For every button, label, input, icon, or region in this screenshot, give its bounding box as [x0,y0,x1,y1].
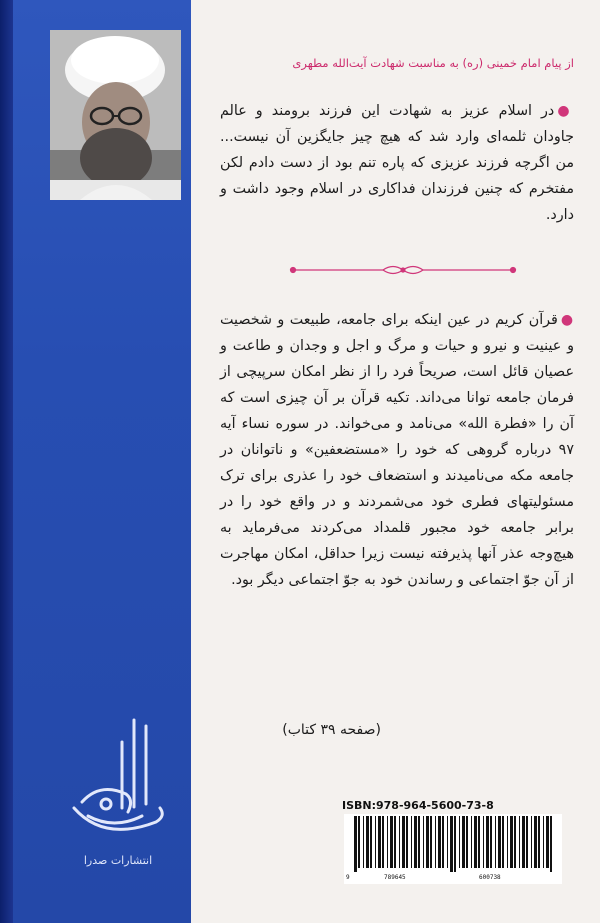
isbn-label: ISBN:978-964-5600-73-8 [342,799,494,812]
bullet-icon: ● [557,103,575,119]
barcode [344,814,562,884]
quote-paragraph [220,98,574,228]
quote-header: از پیام امام خمینی (ره) به مناسبت شهادت آیت‌الله مطهری [292,56,574,70]
page-reference: (صفحه ۳۹ کتاب) [282,722,381,738]
ornament-divider [288,262,518,278]
book-edge [0,0,13,923]
barcode-right-digits: 600738 [479,874,501,881]
publisher-name: انتشارات صدرا [83,854,153,867]
author-portrait [50,30,181,200]
publisher-logo [64,712,172,877]
bullet-icon: ● [560,312,574,328]
barcode-lead-digit: 9 [346,874,350,881]
quote-text: در اسلام عزیز به شهادت این فرزند برومند و عالم جاودان ثلمه‌ای وارد شد که هیچ چیز جایگزین آن نیست... من اگرچه فرزند عزیزی که پاره تنم بود از دست دادم لکن مفتخرم که چنین فرزندان فداکاری در اسلام وجود داشت و دارد. [220,103,574,223]
book-excerpt-paragraph [220,307,574,593]
barcode-left-digits: 789645 [384,874,406,881]
excerpt-text: قرآن کریم در عین اینکه برای جامعه، طبیعت و شخصیت و عینیت و نیرو و حیات و مرگ و اجل و وجدان و طاعت و عصیان قائل است، صریحاً فرد را از نظر امکان سرپیچی از فرمان جامعه توانا می‌داند. تکیه قرآن بر آن چیزی است که آن را «فطرة الله» می‌نامد و می‌خواند. در سوره نساء آیه ۹۷ درباره گروهی که خود را «مستضعفین» و ناتوانان در جامعه مکه می‌نامیدند و استضعاف خود را عذری برای ترک مسئولیتهای فطری خود می‌شمردند و در واقع خود را در برابر جامعه خود مجبور قلمداد می‌کردند می‌فرماید به هیچ‌وجه عذر آنها پذیرفته نیست زیرا حداقل، امکان مهاجرت از آن جوّ اجتماعی و رساندن خود به جوّ اجتماعی دیگر بود. [220,312,574,588]
